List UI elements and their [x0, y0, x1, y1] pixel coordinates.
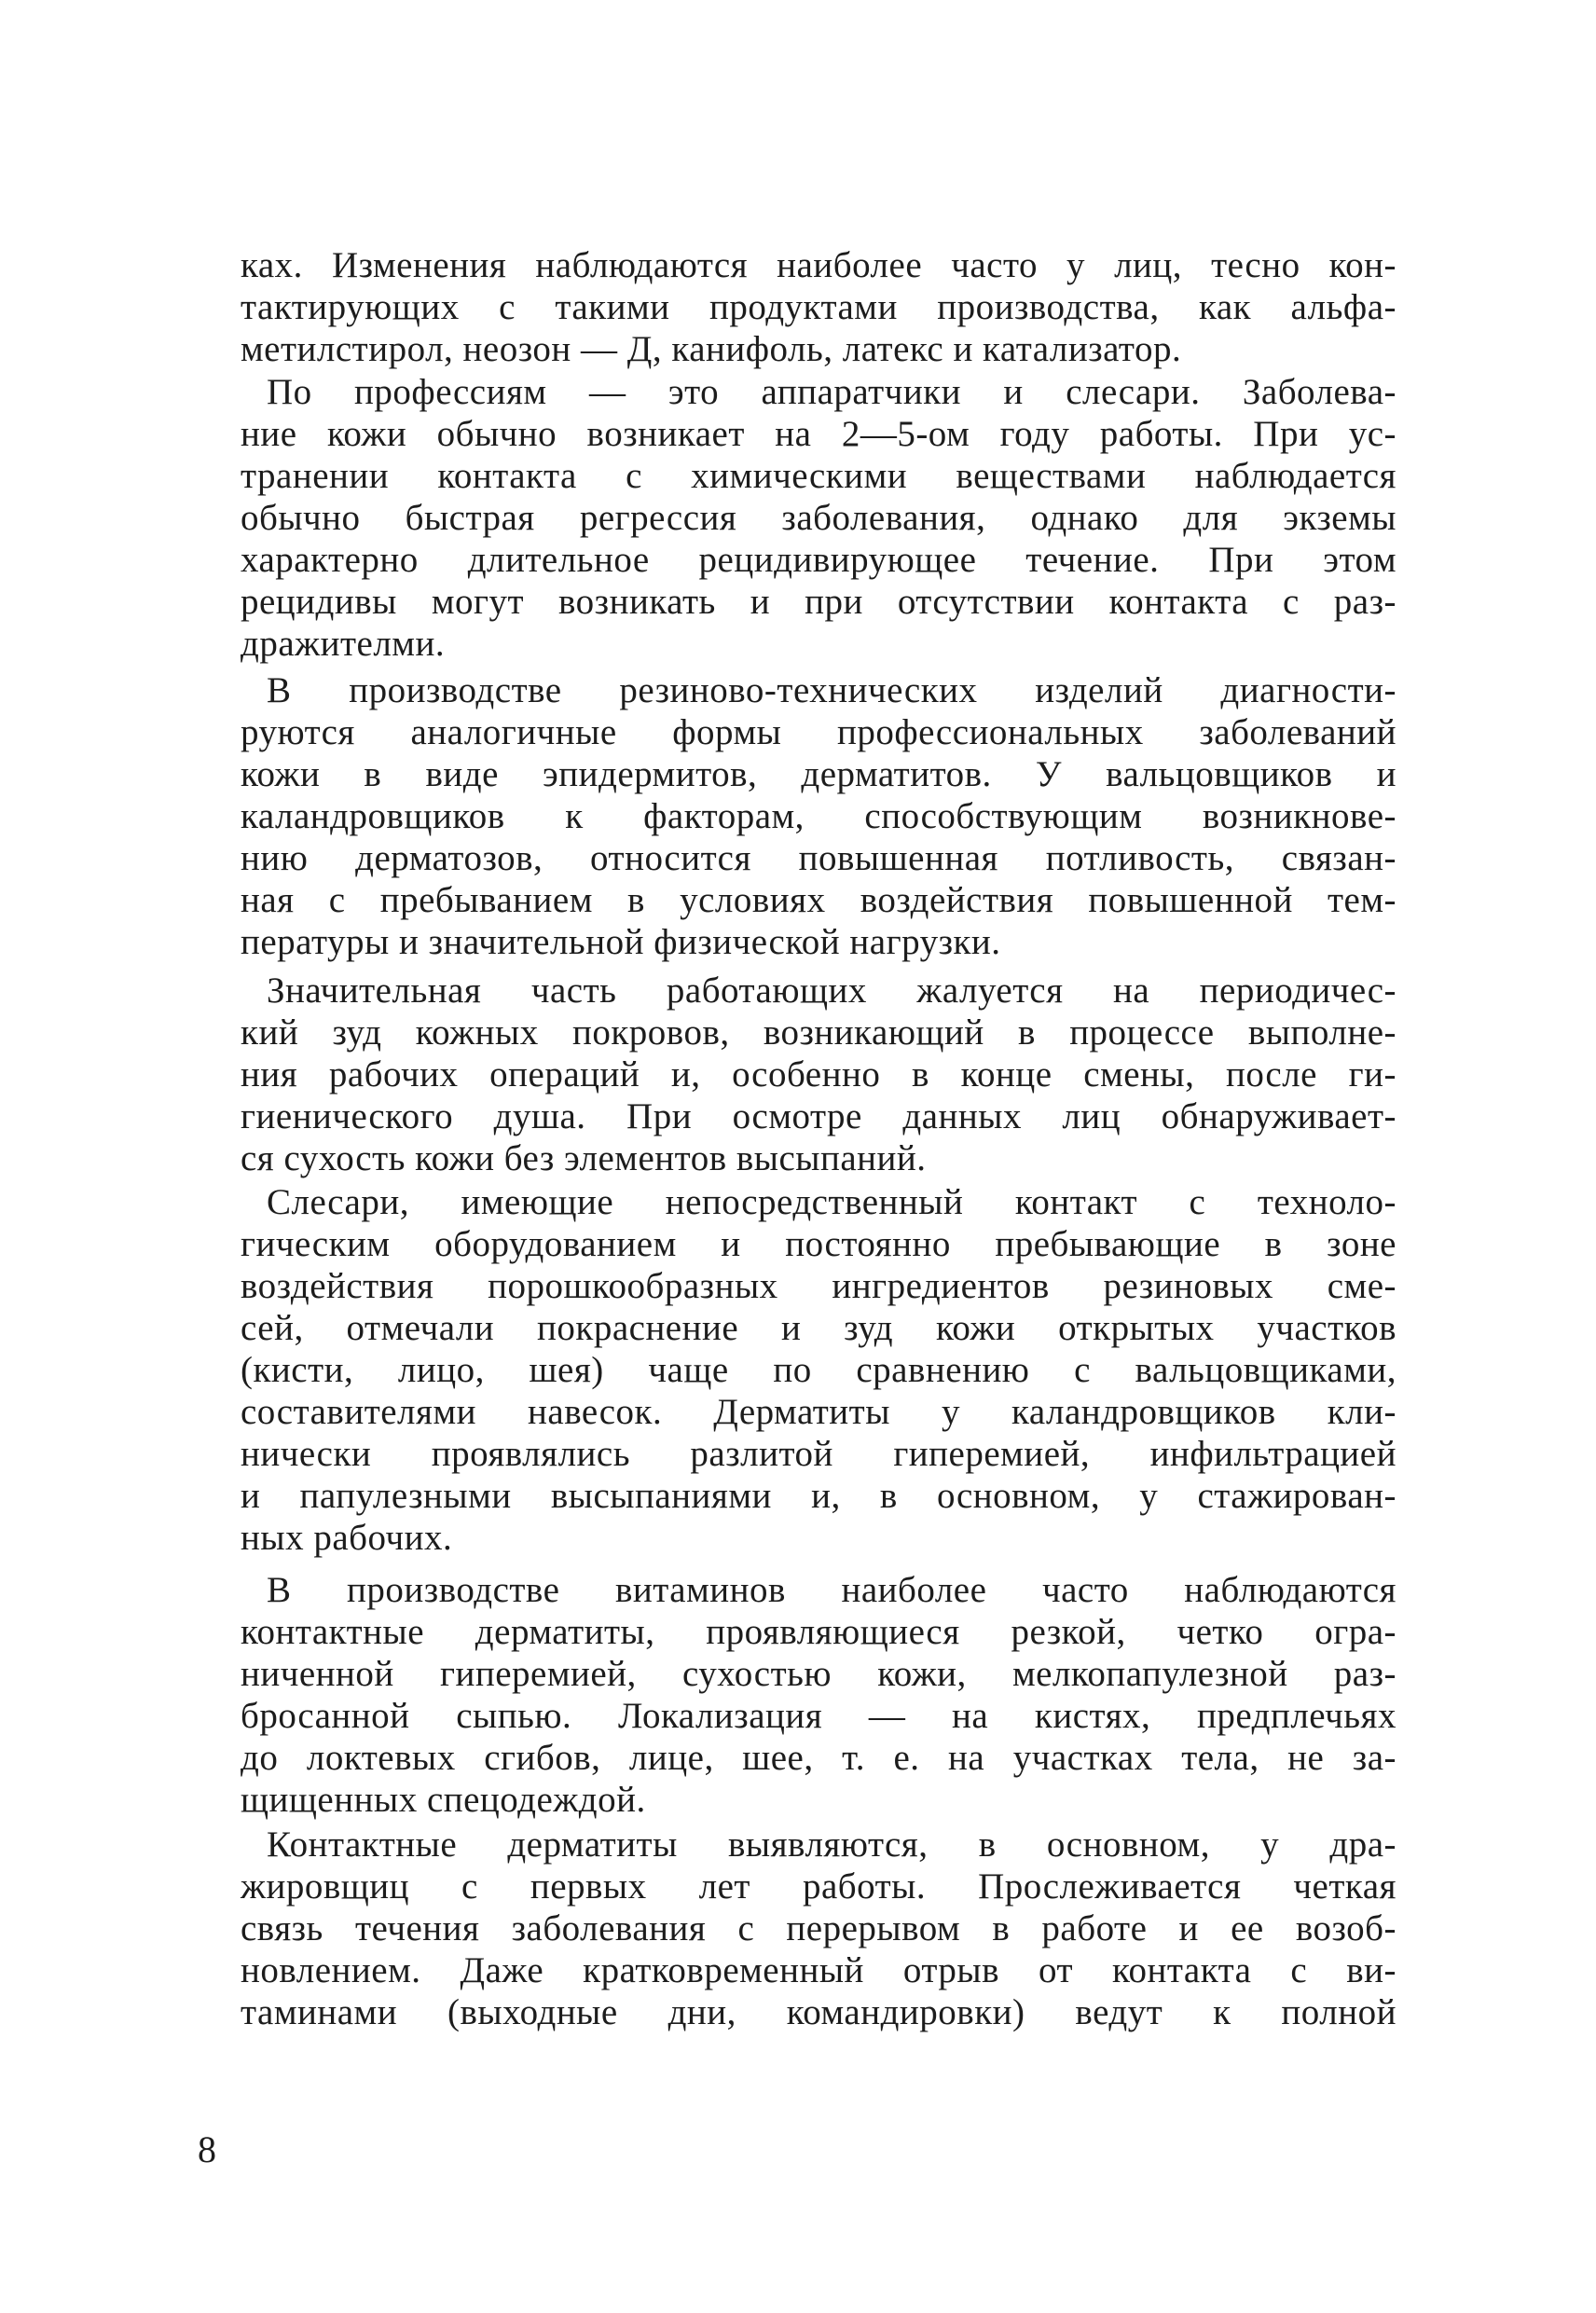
text-line: ние кожи обычно возникает на 2—5-ом году работы. При ус- [241, 414, 1396, 454]
text-line: нически проявлялись разлитой гиперемией, инфильтрацией [241, 1434, 1396, 1474]
text-line: Контактные дерматиты выявляются, в основном, у дра- [267, 1824, 1396, 1865]
paragraph [241, 371, 1396, 665]
text-line: обычно быстрая регрессия заболевания, однако для экземы [241, 498, 1396, 538]
paragraph [241, 244, 1396, 370]
text-line: руются аналогичные формы профессиональных заболеваний [241, 712, 1396, 752]
text-line: В производстве резиново-технических изделий диагности- [267, 670, 1396, 710]
paragraph [241, 1181, 1396, 1559]
text-line: до локтевых сгибов, лице, шее, т. е. на участках тела, не за- [241, 1738, 1396, 1778]
text-line: тактирующих с такими продуктами производства, как альфа- [241, 287, 1396, 327]
text-line: гическим оборудованием и постоянно пребывающие в зоне [241, 1224, 1396, 1264]
paragraph [241, 1569, 1396, 1821]
text-line: транении контакта с химическими веществами наблюдается [241, 456, 1396, 496]
text-line: ных рабочих. [241, 1518, 453, 1558]
text-line: составителями навесок. Дерматиты у каландровщиков кли- [241, 1392, 1396, 1432]
text-line: связь течения заболевания с перерывом в работе и ее возоб- [241, 1908, 1396, 1948]
text-line: жировщиц с первых лет работы. Прослеживается четкая [241, 1866, 1396, 1907]
paragraph [241, 970, 1396, 1179]
text-line: В производстве витаминов наиболее часто наблюдаются [267, 1570, 1396, 1610]
text-line: кожи в виде эпидермитов, дерматитов. У вальцовщиков и [241, 754, 1396, 794]
text-line: гиенического душа. При осмотре данных лиц обнаруживает- [241, 1096, 1396, 1136]
text-line: новлением. Даже кратковременный отрыв от контакта с ви- [241, 1950, 1396, 1990]
text-line: характерно длительное рецидивирующее течение. При этом [241, 540, 1396, 580]
text-line: щищенных спецодеждой. [241, 1780, 646, 1820]
text-line: (кисти, лицо, шея) чаще по сравнению с вальцовщиками, [241, 1350, 1396, 1390]
text-line: каландровщиков к факторам, способствующим возникнове- [241, 796, 1396, 836]
text-line: контактные дерматиты, проявляющиеся резкой, четко огра- [241, 1612, 1396, 1652]
page-number: 8 [198, 2128, 216, 2170]
text-line: ниченной гиперемией, сухостью кожи, мелкопапулезной раз- [241, 1654, 1396, 1694]
text-line: нию дерматозов, относится повышенная потливость, связан- [241, 838, 1396, 878]
text-line: ках. Изменения наблюдаются наиболее часто у лиц, тесно кон- [241, 245, 1396, 285]
text-line: дражителми. [241, 624, 446, 664]
text-line: ния рабочих операций и, особенно в конце смены, после ги- [241, 1054, 1396, 1095]
text-line: рецидивы могут возникать и при отсутствии контакта с раз- [241, 582, 1396, 622]
paragraph [241, 669, 1396, 963]
text-line: ная с пребыванием в условиях воздействия повышенной тем- [241, 880, 1396, 920]
text-line: пературы и значительной физической нагрузки. [241, 922, 1001, 962]
text-line: таминами (выходные дни, командировки) ведут к полной [241, 1992, 1396, 2032]
text-line: бросанной сыпью. Локализация — на кистях, предплечьях [241, 1696, 1396, 1736]
text-line: метилстирол, неозон — Д, канифоль, латекс и катализатор. [241, 329, 1182, 369]
text-line: и папулезными высыпаниями и, в основном, у стажирован- [241, 1476, 1396, 1516]
text-line: ся сухость кожи без элементов высыпаний. [241, 1138, 927, 1178]
text-line: По профессиям — это аппаратчики и слесари. Заболева- [267, 372, 1396, 412]
text-line: кий зуд кожных покровов, возникающий в процессе выполне- [241, 1012, 1396, 1053]
paragraph [241, 1824, 1396, 2033]
text-line: воздействия порошкообразных ингредиентов резиновых сме- [241, 1266, 1396, 1306]
text-line: Слесари, имеющие непосредственный контакт с техноло- [267, 1182, 1396, 1222]
text-line: сей, отмечали покраснение и зуд кожи открытых участков [241, 1308, 1396, 1348]
text-line: Значительная часть работающих жалуется на периодичес- [267, 971, 1396, 1011]
